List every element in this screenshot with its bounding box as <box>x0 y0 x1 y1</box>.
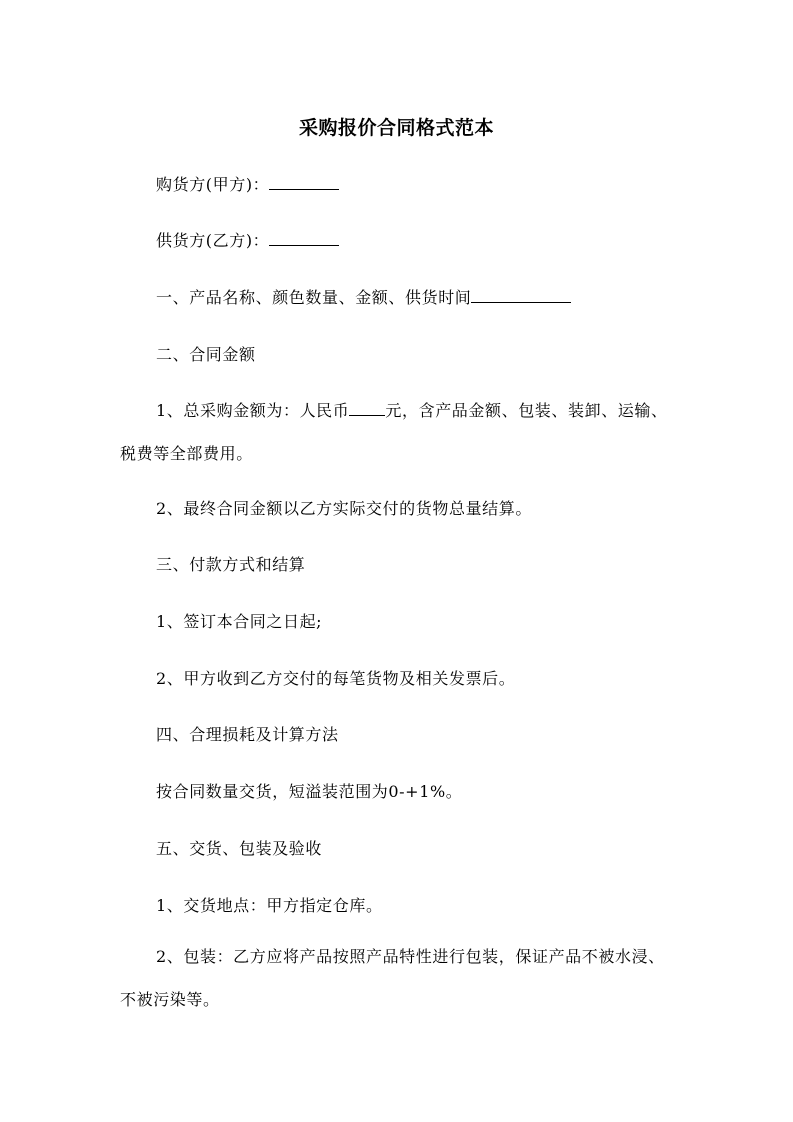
section-4-text: 按合同数量交货，短溢装范围为0-+1%。 <box>156 782 463 801</box>
section-3-item-2: 2、甲方收到乙方交付的每笔货物及相关发票后。 <box>156 669 516 688</box>
buyer-blank <box>269 171 339 190</box>
section-2-item-2: 2、最终合同金额以乙方实际交付的货物总量结算。 <box>156 499 532 518</box>
section-4-heading: 四、合理损耗及计算方法 <box>156 725 339 744</box>
buyer-label: 购货方(甲方)： <box>156 175 270 194</box>
section-3-item-1: 1、签订本合同之日起; <box>156 612 323 631</box>
section-2-item-1-start: 1、总采购金额为：人民币 <box>156 401 350 420</box>
section-5-heading: 五、交货、包装及验收 <box>156 839 323 858</box>
supplier-blank <box>269 227 339 246</box>
buyer-line <box>120 171 680 199</box>
document-title: 采购报价合同格式范本 <box>298 117 494 139</box>
section-5-item-1: 1、交货地点：甲方指定仓库。 <box>156 896 383 915</box>
section-1-blank <box>471 284 571 303</box>
section-5-item-2: 2、包装：乙方应将产品按照产品特性进行包装，保证产品不被水浸、不被污染等。 <box>120 947 665 1009</box>
section-1-text: 一、产品名称、颜色数量、金额、供货时间 <box>156 288 472 307</box>
amount-blank <box>349 397 385 416</box>
section-1-heading <box>120 284 680 312</box>
section-2-heading: 二、合同金额 <box>156 345 256 364</box>
section-2-item-1-end: 元，含产品金额、包装、装卸、运输、税费等全部费用。 <box>120 401 668 463</box>
section-3-heading: 三、付款方式和结算 <box>156 555 306 574</box>
supplier-line <box>120 227 680 255</box>
section-2-item-1 <box>120 389 680 475</box>
supplier-label: 供货方(乙方)： <box>156 231 270 250</box>
